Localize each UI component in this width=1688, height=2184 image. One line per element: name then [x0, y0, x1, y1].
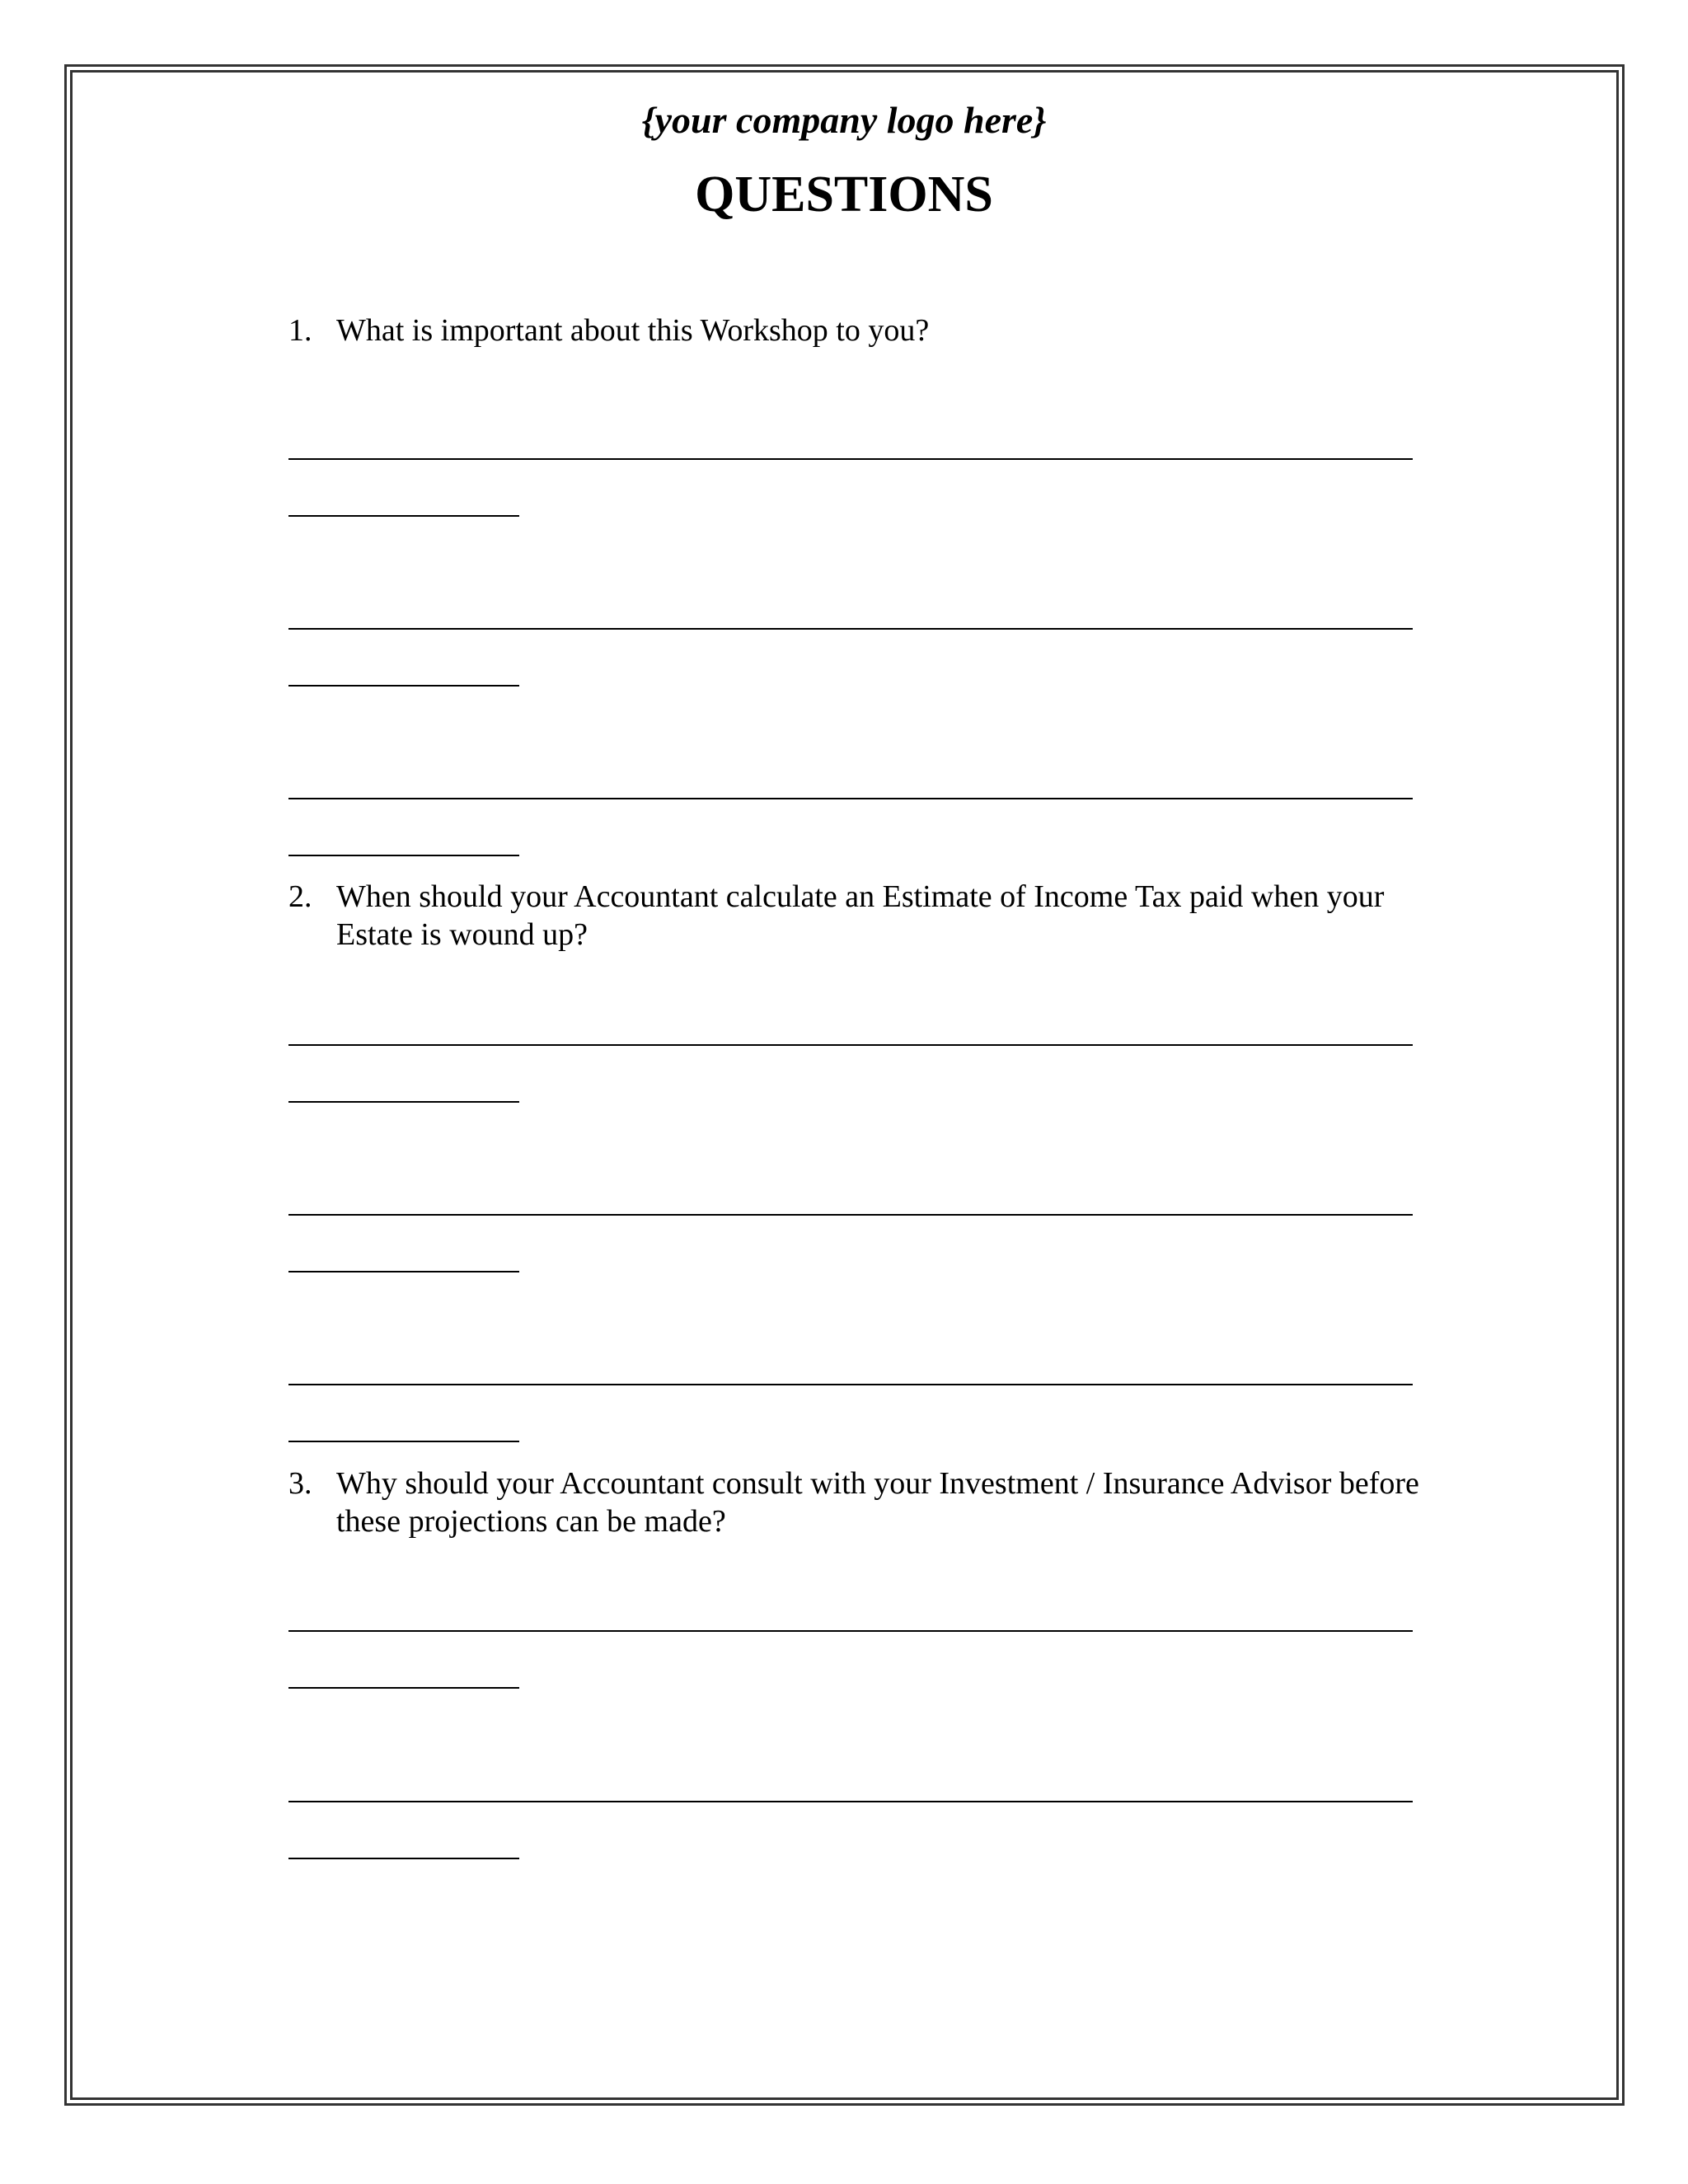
answer-line[interactable]: [288, 1214, 1413, 1216]
answer-line-continuation[interactable]: [288, 685, 519, 687]
page-title: QUESTIONS: [695, 166, 993, 223]
answer-line-continuation[interactable]: [288, 1441, 519, 1442]
answer-line[interactable]: [288, 1801, 1413, 1802]
question-text: When should your Accountant calculate an Estimate of Income Tax paid when your Estate is wound up?: [336, 879, 1385, 952]
answer-line[interactable]: [288, 1044, 1413, 1046]
page-border-inner: [70, 70, 1619, 2100]
answer-line-continuation[interactable]: [288, 855, 519, 856]
answer-line-continuation[interactable]: [288, 1858, 519, 1859]
answer-line-continuation[interactable]: [288, 515, 519, 517]
answer-line[interactable]: [288, 458, 1413, 460]
answer-line-continuation[interactable]: [288, 1687, 519, 1689]
answer-line-continuation[interactable]: [288, 1271, 519, 1272]
question-number: 3.: [288, 1466, 312, 1501]
question-number: 2.: [288, 879, 312, 914]
question-text: Why should your Accountant consult with your Investment / Insurance Advisor before these projections can be made?: [336, 1466, 1419, 1539]
answer-line[interactable]: [288, 628, 1413, 630]
answer-line[interactable]: [288, 1384, 1413, 1385]
question-text: What is important about this Workshop to you?: [336, 313, 930, 348]
answer-line[interactable]: [288, 798, 1413, 799]
answer-line[interactable]: [288, 1630, 1413, 1632]
answer-line-continuation[interactable]: [288, 1101, 519, 1103]
company-logo-placeholder: {your company logo here}: [641, 99, 1047, 141]
question-number: 1.: [288, 313, 312, 348]
